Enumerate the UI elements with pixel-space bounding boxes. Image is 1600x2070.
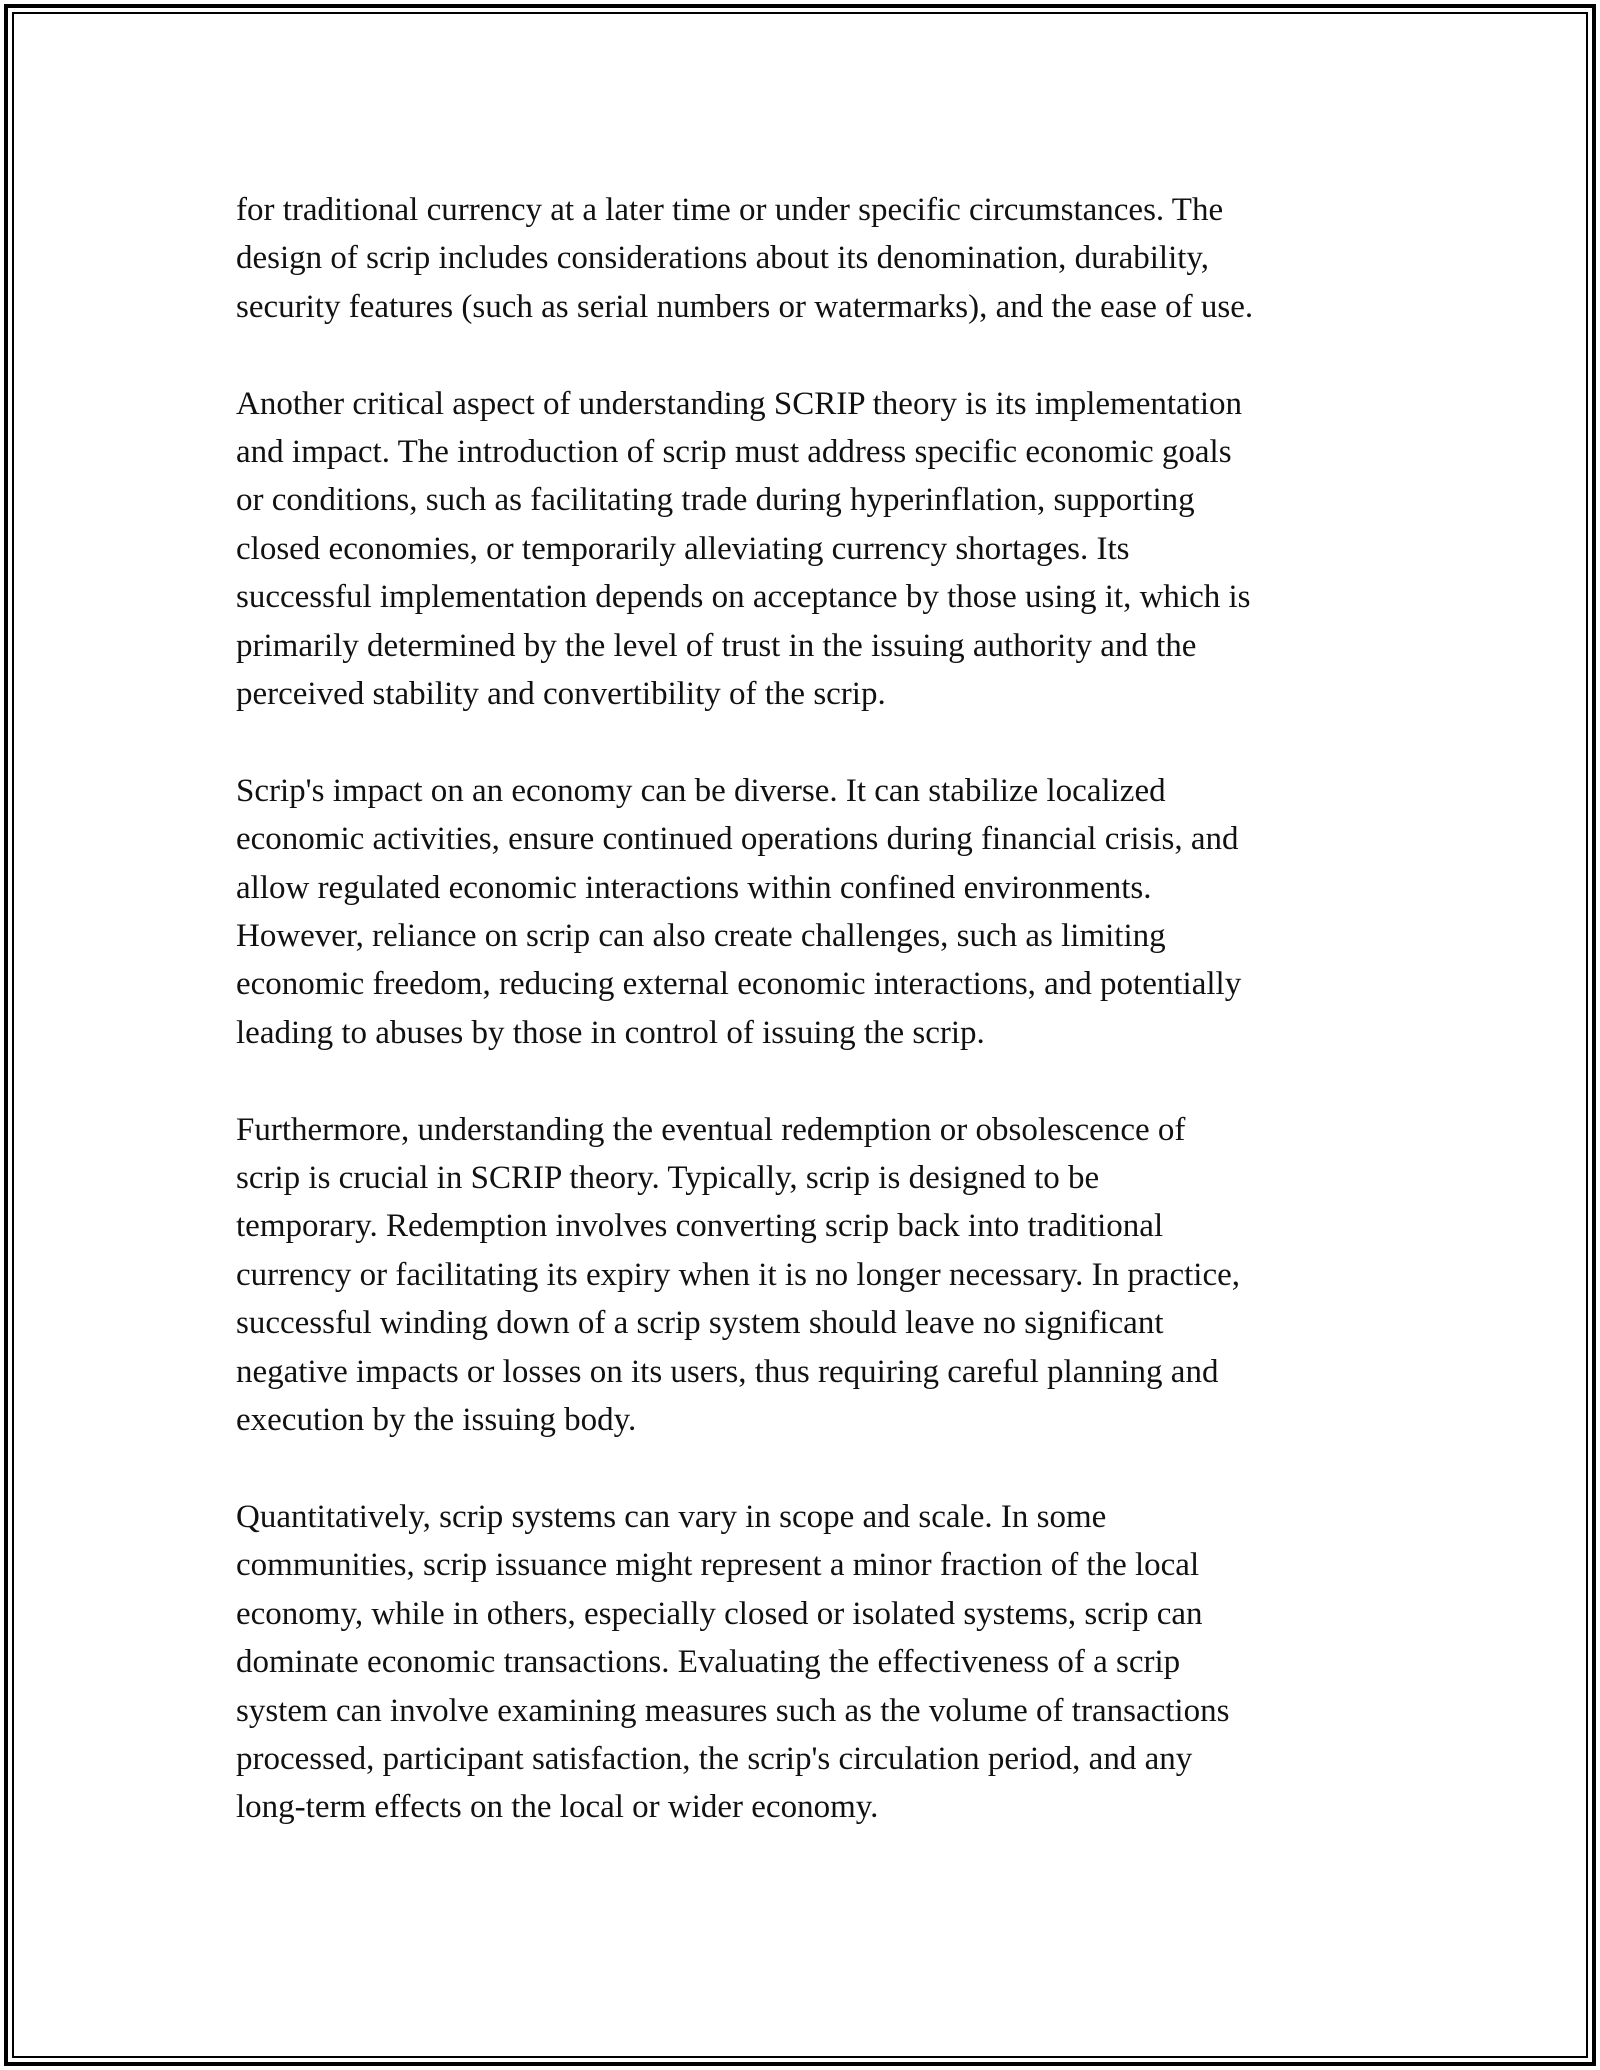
text-line: allow regulated economic interactions within confined environments. [236, 869, 1152, 906]
text-line: successful implementation depends on acceptance by those using it, which is [236, 579, 1251, 616]
text-line: security features (such as serial numbers or watermarks), and the ease of use. [236, 288, 1254, 325]
paragraph-scrip-design [236, 186, 1386, 331]
text-line: perceived stability and convertibility of the scrip. [236, 676, 886, 713]
text-line: Another critical aspect of understanding SCRIP theory is its implementation [236, 385, 1243, 422]
text-line: for traditional currency at a later time or under specific circumstances. The [236, 192, 1224, 228]
text-line: However, reliance on scrip can also create challenges, such as limiting [236, 918, 1166, 955]
text-line: and impact. The introduction of scrip must address specific economic goals [236, 434, 1232, 471]
paragraph-redemption [236, 1106, 1386, 1445]
text-line: system can involve examining measures such as the volume of transactions [236, 1692, 1230, 1729]
text-line: currency or facilitating its expiry when it is no longer necessary. In practice, [236, 1256, 1240, 1293]
text-line: economic freedom, reducing external economic interactions, and potentially [236, 966, 1242, 1003]
text-line: communities, scrip issuance might represent a minor fraction of the local [236, 1547, 1200, 1584]
paragraph-implementation [236, 380, 1386, 719]
text-line: Quantitatively, scrip systems can vary in scope and scale. In some [236, 1498, 1107, 1535]
text-line: economic activities, ensure continued operations during financial crisis, and [236, 821, 1239, 858]
text-line: leading to abuses by those in control of issuing the scrip. [236, 1014, 985, 1051]
text-line: temporary. Redemption involves converting scrip back into traditional [236, 1208, 1164, 1245]
text-line: long-term effects on the local or wider economy. [236, 1789, 879, 1826]
text-line: Furthermore, understanding the eventual redemption or obsolescence of [236, 1111, 1186, 1148]
text-line: execution by the issuing body. [236, 1402, 637, 1439]
text-line: closed economies, or temporarily alleviating currency shortages. Its [236, 530, 1130, 567]
text-line: primarily determined by the level of trust in the issuing authority and the [236, 627, 1197, 664]
text-line: scrip is crucial in SCRIP theory. Typically, scrip is designed to be [236, 1160, 1100, 1197]
text-line: economy, while in others, especially closed or isolated systems, scrip can [236, 1595, 1203, 1632]
paragraph-economic-impact [236, 767, 1386, 1057]
document-body [236, 186, 1386, 1880]
text-line: negative impacts or losses on its users, thus requiring careful planning and [236, 1353, 1219, 1390]
text-line: Scrip's impact on an economy can be diverse. It can stabilize localized [236, 772, 1166, 809]
text-line: or conditions, such as facilitating trade during hyperinflation, supporting [236, 482, 1195, 519]
text-line: dominate economic transactions. Evaluating the effectiveness of a scrip [236, 1644, 1181, 1681]
paragraph-quantitative [236, 1493, 1386, 1832]
text-line: design of scrip includes considerations about its denomination, durability, [236, 240, 1210, 277]
text-line: processed, participant satisfaction, the scrip's circulation period, and any [236, 1740, 1193, 1777]
text-line: successful winding down of a scrip system should leave no significant [236, 1305, 1164, 1342]
